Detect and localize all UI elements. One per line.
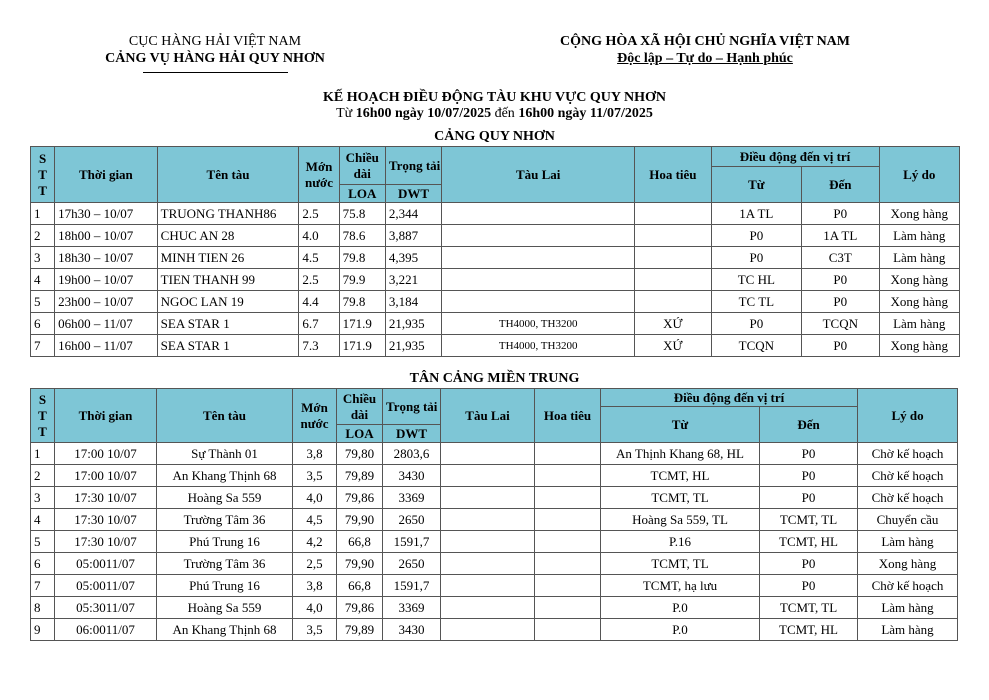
cell-dwt: 2803,6 [383,443,441,465]
cell-from: Hoàng Sa 559, TL [601,509,760,531]
cell-loa: 79,90 [337,509,383,531]
cell-tug [442,269,635,291]
section1-title: CẢNG QUY NHƠN [434,129,555,144]
cell-dwt: 3430 [383,619,441,641]
cell-pilot [535,575,601,597]
cell-pilot [635,225,711,247]
col-tug: Tàu Lai [442,147,635,203]
period-middle: đến [491,106,519,121]
cell-reason: Xong hàng [879,269,960,291]
period-to: 16h00 ngày 11/07/2025 [518,106,653,121]
cell-pilot [635,269,711,291]
cell-pilot [535,465,601,487]
cell-ship: Hoàng Sa 559 [157,597,293,619]
col-move: Điều động đến vị trí [601,389,858,407]
cell-pilot [535,597,601,619]
cell-pilot: XỨ [635,313,711,335]
table-row [31,575,958,597]
cell-reason: Làm hàng [858,619,958,641]
cell-to: P0 [760,553,858,575]
cell-reason: Làm hàng [858,597,958,619]
cell-stt: 5 [31,291,55,313]
table-row [31,619,958,641]
col-reason: Lý do [858,389,958,443]
cell-tug [441,487,535,509]
cell-from: P0 [711,225,801,247]
cell-dwt: 1591,7 [383,575,441,597]
col-length: Chiều dài [337,389,383,425]
period-from: 16h00 ngày 10/07/2025 [355,106,492,121]
document-period [0,106,989,122]
cell-to: P0 [802,291,879,313]
cell-draft: 6.7 [299,313,339,335]
col-stt: S T T [31,389,55,443]
national-header [520,33,890,67]
cell-time: 17:00 10/07 [55,443,157,465]
cell-loa: 171.9 [339,313,385,335]
cell-reason: Làm hàng [879,247,960,269]
cell-pilot [635,203,711,225]
cell-ship: An Khang Thịnh 68 [157,465,293,487]
col-length: Chiều dài [339,147,385,185]
cell-ship: An Khang Thịnh 68 [157,619,293,641]
cell-ship: TRUONG THANH86 [157,203,299,225]
col-draft: Mớn nước [293,389,337,443]
cell-to: P0 [760,443,858,465]
cell-stt: 6 [31,553,55,575]
col-time: Thời gian [55,389,157,443]
cell-time: 05:0011/07 [55,553,157,575]
cell-to: TCMT, HL [760,531,858,553]
cell-stt: 5 [31,531,55,553]
cell-draft: 4.0 [299,225,339,247]
cell-stt: 4 [31,269,55,291]
cell-tug: TH4000, TH3200 [442,313,635,335]
cell-tug [442,203,635,225]
table-row [31,487,958,509]
cell-from: TC HL [711,269,801,291]
cell-dwt: 21,935 [385,313,441,335]
cell-tug [441,531,535,553]
section1-table [30,146,960,357]
cell-to: 1A TL [802,225,879,247]
cell-dwt: 3369 [383,597,441,619]
cell-pilot [535,509,601,531]
cell-pilot [635,247,711,269]
col-tug: Tàu Lai [441,389,535,443]
cell-dwt: 2650 [383,509,441,531]
cell-draft: 3,5 [293,465,337,487]
cell-ship: MINH TIEN 26 [157,247,299,269]
cell-loa: 75.8 [339,203,385,225]
col-pilot: Hoa tiêu [635,147,711,203]
cell-stt: 3 [31,487,55,509]
cell-time: 17:30 10/07 [55,487,157,509]
cell-reason: Xong hàng [879,203,960,225]
table-row [31,225,960,247]
cell-from: TCMT, HL [601,465,760,487]
col-to: Đến [760,407,858,443]
cell-tug [442,247,635,269]
col-move: Điều động đến vị trí [711,147,879,167]
cell-reason: Chờ kế hoạch [858,575,958,597]
cell-dwt: 3,221 [385,269,441,291]
cell-stt: 9 [31,619,55,641]
col-dwt: DWT [383,425,441,443]
cell-stt: 2 [31,225,55,247]
col-reason: Lý do [879,147,960,203]
table-row [31,291,960,313]
cell-loa: 79,86 [337,487,383,509]
cell-time: 05:0011/07 [55,575,157,597]
cell-from: P.0 [601,597,760,619]
cell-stt: 1 [31,203,55,225]
cell-stt: 7 [31,575,55,597]
col-from: Từ [601,407,760,443]
cell-draft: 2,5 [293,553,337,575]
cell-tug [441,553,535,575]
cell-pilot [535,487,601,509]
cell-ship: TIEN THANH 99 [157,269,299,291]
cell-from: P.0 [601,619,760,641]
col-weight: Trọng tải [383,389,441,425]
cell-dwt: 1591,7 [383,531,441,553]
cell-from: An Thịnh Khang 68, HL [601,443,760,465]
cell-to: TCMT, HL [760,619,858,641]
cell-reason: Xong hàng [879,291,960,313]
agency-header [100,33,330,73]
cell-from: TCMT, TL [601,487,760,509]
cell-tug: TH4000, TH3200 [442,335,635,357]
document-title: KẾ HOẠCH ĐIỀU ĐỘNG TÀU KHU VỰC QUY NHƠN [322,90,667,105]
cell-tug [441,619,535,641]
cell-dwt: 2,344 [385,203,441,225]
cell-draft: 4,0 [293,487,337,509]
cell-from: P.16 [601,531,760,553]
cell-tug [441,465,535,487]
cell-tug [441,509,535,531]
cell-ship: Phú Trung 16 [157,575,293,597]
cell-loa: 79,89 [337,619,383,641]
agency-underline [143,72,288,73]
cell-reason: Xong hàng [858,553,958,575]
cell-loa: 171.9 [339,335,385,357]
cell-ship: NGOC LAN 19 [157,291,299,313]
cell-to: P0 [802,203,879,225]
col-loa: LOA [337,425,383,443]
cell-to: P0 [760,487,858,509]
national-motto: Độc lập – Tự do – Hạnh phúc [617,51,793,66]
cell-from: TC TL [711,291,801,313]
cell-ship: Trường Tâm 36 [157,553,293,575]
cell-draft: 3,8 [293,443,337,465]
cell-tug [441,597,535,619]
cell-ship: Sự Thành 01 [157,443,293,465]
cell-to: TCMT, TL [760,597,858,619]
cell-to: TCQN [802,313,879,335]
col-time: Thời gian [55,147,158,203]
cell-pilot [635,291,711,313]
cell-time: 18h30 – 10/07 [55,247,158,269]
agency-name: CẢNG VỤ HÀNG HẢI QUY NHƠN [105,51,325,66]
cell-draft: 4.4 [299,291,339,313]
cell-draft: 4,0 [293,597,337,619]
cell-time: 23h00 – 10/07 [55,291,158,313]
cell-from: 1A TL [711,203,801,225]
cell-reason: Chờ kế hoạch [858,443,958,465]
cell-time: 19h00 – 10/07 [55,269,158,291]
cell-to: P0 [802,269,879,291]
cell-draft: 2.5 [299,269,339,291]
cell-from: TCMT, TL [601,553,760,575]
cell-reason: Chuyển cầu [858,509,958,531]
col-weight: Trọng tải [385,147,441,185]
table-row [31,203,960,225]
cell-tug [442,225,635,247]
cell-to: P0 [760,575,858,597]
cell-pilot [535,553,601,575]
cell-pilot [535,619,601,641]
table-row [31,313,960,335]
cell-ship: Hoàng Sa 559 [157,487,293,509]
cell-dwt: 2650 [383,553,441,575]
cell-tug [442,291,635,313]
cell-ship: SEA STAR 1 [157,335,299,357]
cell-reason: Làm hàng [879,225,960,247]
col-draft: Mớn nước [299,147,339,203]
cell-pilot [535,531,601,553]
table-row [31,247,960,269]
cell-from: TCQN [711,335,801,357]
cell-time: 16h00 – 11/07 [55,335,158,357]
col-dwt: DWT [385,185,441,203]
cell-loa: 78.6 [339,225,385,247]
cell-dwt: 3430 [383,465,441,487]
table-row [31,531,958,553]
cell-stt: 1 [31,443,55,465]
section2-title: TÂN CẢNG MIỀN TRUNG [409,371,580,386]
cell-dwt: 21,935 [385,335,441,357]
cell-loa: 79.8 [339,247,385,269]
cell-pilot [535,443,601,465]
cell-dwt: 4,395 [385,247,441,269]
col-loa: LOA [339,185,385,203]
cell-tug [441,575,535,597]
cell-loa: 79.8 [339,291,385,313]
cell-draft: 3,5 [293,619,337,641]
cell-time: 05:3011/07 [55,597,157,619]
col-ship: Tên tàu [157,147,299,203]
cell-draft: 4,2 [293,531,337,553]
cell-draft: 7.3 [299,335,339,357]
cell-reason: Chờ kế hoạch [858,465,958,487]
cell-from: P0 [711,313,801,335]
cell-draft: 4.5 [299,247,339,269]
table-row [31,553,958,575]
cell-loa: 66,8 [337,531,383,553]
cell-stt: 2 [31,465,55,487]
cell-draft: 4,5 [293,509,337,531]
cell-reason: Làm hàng [879,313,960,335]
table-row [31,269,960,291]
cell-ship: SEA STAR 1 [157,313,299,335]
cell-time: 06h00 – 11/07 [55,313,158,335]
cell-time: 17:30 10/07 [55,531,157,553]
cell-draft: 3,8 [293,575,337,597]
cell-pilot: XỨ [635,335,711,357]
national-title: CỘNG HÒA XÃ HỘI CHỦ NGHĨA VIỆT NAM [559,34,850,49]
cell-stt: 6 [31,313,55,335]
table-row [31,597,958,619]
cell-draft: 2.5 [299,203,339,225]
cell-stt: 4 [31,509,55,531]
cell-loa: 79,89 [337,465,383,487]
cell-loa: 79,80 [337,443,383,465]
cell-ship: Trường Tâm 36 [157,509,293,531]
cell-to: C3T [802,247,879,269]
cell-time: 17h30 – 10/07 [55,203,158,225]
cell-loa: 79,86 [337,597,383,619]
cell-stt: 3 [31,247,55,269]
cell-to: TCMT, TL [760,509,858,531]
cell-time: 17:30 10/07 [55,509,157,531]
cell-dwt: 3369 [383,487,441,509]
cell-loa: 79,90 [337,553,383,575]
cell-from: P0 [711,247,801,269]
cell-loa: 79.9 [339,269,385,291]
cell-time: 18h00 – 10/07 [55,225,158,247]
agency-parent: CỤC HÀNG HẢI VIỆT NAM [128,34,302,49]
table-row [31,443,958,465]
cell-ship: CHUC AN 28 [157,225,299,247]
cell-to: P0 [802,335,879,357]
table-row [31,335,960,357]
cell-stt: 7 [31,335,55,357]
cell-dwt: 3,184 [385,291,441,313]
col-pilot: Hoa tiêu [535,389,601,443]
cell-reason: Chờ kế hoạch [858,487,958,509]
table-row [31,465,958,487]
period-prefix: Từ [336,106,356,121]
cell-tug [441,443,535,465]
col-to: Đến [802,167,879,203]
section2-table [30,388,958,641]
cell-from: TCMT, hạ lưu [601,575,760,597]
cell-stt: 8 [31,597,55,619]
cell-reason: Làm hàng [858,531,958,553]
cell-reason: Xong hàng [879,335,960,357]
col-stt: S T T [31,147,55,203]
cell-loa: 66,8 [337,575,383,597]
cell-ship: Phú Trung 16 [157,531,293,553]
cell-to: P0 [760,465,858,487]
cell-dwt: 3,887 [385,225,441,247]
table-row [31,509,958,531]
cell-time: 17:00 10/07 [55,465,157,487]
col-from: Từ [711,167,801,203]
cell-time: 06:0011/07 [55,619,157,641]
col-ship: Tên tàu [157,389,293,443]
